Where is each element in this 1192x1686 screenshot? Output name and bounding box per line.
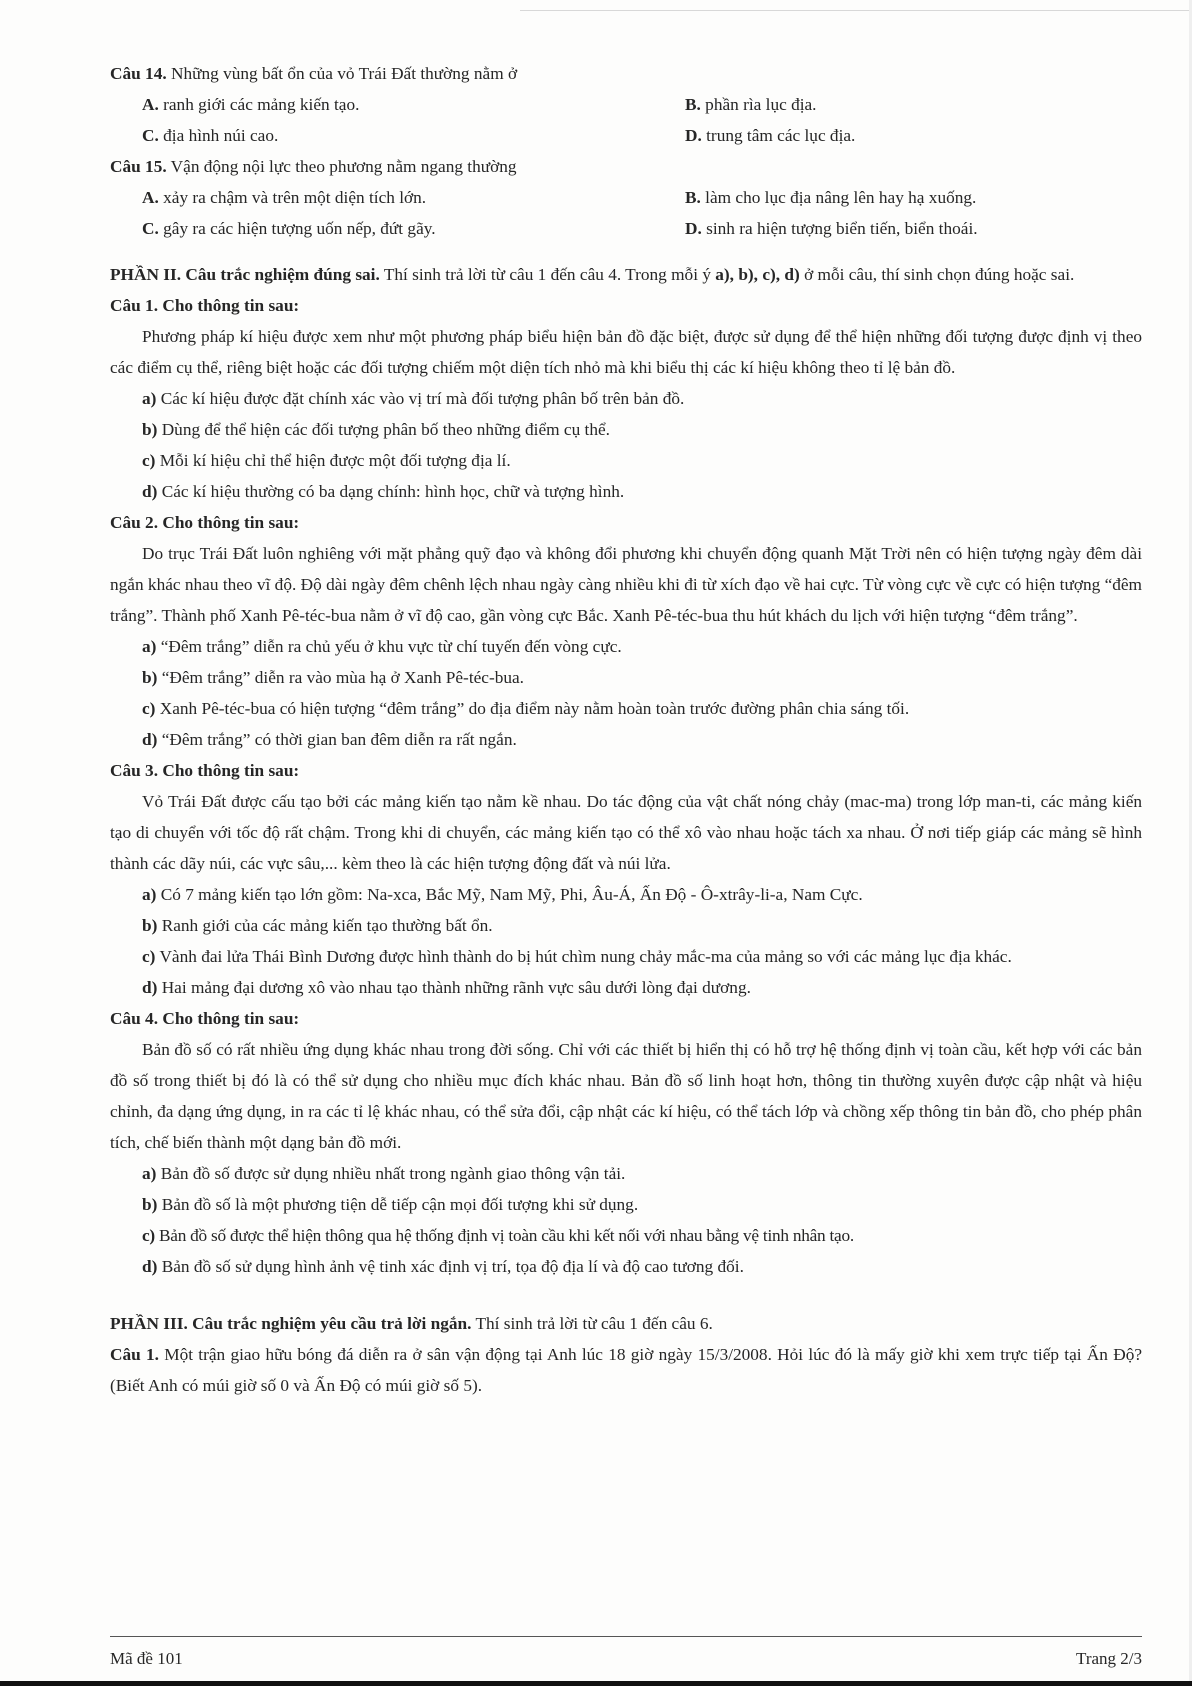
exam-content: [110, 58, 1142, 1401]
part2-q3-heading: Câu 3. Cho thông tin sau:: [110, 761, 300, 780]
part2-q4-heading: Câu 4. Cho thông tin sau:: [110, 1009, 300, 1028]
part2-q2-statement-a: a) “Đêm trắng” diễn ra chủ yếu ở khu vực từ chí tuyến đến vòng cực.: [142, 637, 622, 656]
q15-option-b: B. làm cho lục địa nâng lên hay hạ xuống.: [685, 188, 977, 207]
part2-q1-passage: Phương pháp kí hiệu được xem như một phương pháp biểu hiện bản đồ đặc biệt, được sử dụng để thể hiện những đối tượng được định vị theo các điểm cụ thể, riêng biệt hoặc các đối tượng chiếm một diện tích nhỏ mà khi biểu thị các kí hiệu không theo tỉ lệ bản đồ.: [110, 327, 1142, 377]
part2-q4-statement-d: d) Bản đồ số sử dụng hình ảnh vệ tinh xác định vị trí, tọa độ địa lí và độ cao tương đối.: [142, 1257, 744, 1276]
part2-q1-heading: Câu 1. Cho thông tin sau:: [110, 296, 300, 315]
part2-q2-heading: Câu 2. Cho thông tin sau:: [110, 513, 300, 532]
part2-q2-statement-d: d) “Đêm trắng” có thời gian ban đêm diễn ra rất ngắn.: [142, 730, 517, 749]
part2-q4-statement-b: b) Bản đồ số là một phương tiện dễ tiếp cận mọi đối tượng khi sử dụng.: [142, 1195, 639, 1214]
part2-q3-statement-b: b) Ranh giới của các mảng kiến tạo thường bất ổn.: [142, 916, 493, 935]
part2-q2-statement-b: b) “Đêm trắng” diễn ra vào mùa hạ ở Xanh Pê-téc-bua.: [142, 668, 524, 687]
part2-q3-statement-d: d) Hai mảng đại dương xô vào nhau tạo thành những rãnh vực sâu dưới lòng đại dương.: [142, 978, 751, 997]
q15-options-row-1: [110, 182, 1142, 213]
q14-option-b: B. phần rìa lục địa.: [685, 95, 817, 114]
part2-q2-statement-c: c) Xanh Pê-téc-bua có hiện tượng “đêm trắng” do địa điểm này nằm hoàn toàn trước đường phân chia sáng tối.: [142, 699, 910, 718]
part2-q1-statement-d: d) Các kí hiệu thường có ba dạng chính: hình học, chữ và tượng hình.: [142, 482, 625, 501]
page-number: Trang 2/3: [1076, 1649, 1142, 1668]
part3-header: PHẦN III. Câu trắc nghiệm yêu cầu trả lời ngắn. Thí sinh trả lời từ câu 1 đến câu 6.: [110, 1314, 713, 1333]
part2-q4-passage: Bản đồ số có rất nhiều ứng dụng khác nhau trong đời sống. Chỉ với các thiết bị hiển thị có hỗ trợ hệ thống định vị toàn cầu, kết hợp với các bản đồ số trong thiết bị đó là có thể sử dụng cho nhiều mục đích khác nhau. Bản đồ số linh hoạt hơn, thông tin thường xuyên được cập nhật và hiệu chỉnh, đa dạng ứng dụng, in ra các tỉ lệ khác nhau, có thể sửa đổi, cập nhật các kí hiệu, có thể tách lớp và chồng xếp thông tin bản đồ, cho phép phân tích, chế biến thành một dạng bản đồ mới.: [110, 1040, 1142, 1152]
part2-q3-statement-c: c) Vành đai lửa Thái Bình Dương được hình thành do bị hút chìm nung chảy mắc-ma của mảng so với các mảng lục địa khác.: [142, 947, 1012, 966]
q14-option-a: A. ranh giới các mảng kiến tạo.: [142, 95, 360, 114]
q15-option-c: C. gây ra các hiện tượng uốn nếp, đứt gãy.: [142, 219, 436, 238]
q15-option-a: A. xảy ra chậm và trên một diện tích lớn.: [142, 188, 427, 207]
q15-option-d: D. sinh ra hiện tượng biển tiến, biển thoái.: [685, 219, 978, 238]
exam-code: Mã đề 101: [110, 1649, 183, 1668]
q14-option-d: D. trung tâm các lục địa.: [685, 126, 856, 145]
part2-header: PHẦN II. Câu trắc nghiệm đúng sai. Thí sinh trả lời từ câu 1 đến câu 4. Trong mỗi ý a), b), c), d) ở mỗi câu, thí sinh chọn đúng hoặc sai.: [110, 265, 1075, 284]
part2-q4-statement-c: c) Bản đồ số được thể hiện thông qua hệ thống định vị toàn cầu khi kết nối với nhau bằng vệ tinh nhân tạo.: [142, 1226, 854, 1245]
part2-q4-statement-a: a) Bản đồ số được sử dụng nhiều nhất trong ngành giao thông vận tải.: [142, 1164, 626, 1183]
q14-options-row-1: [110, 89, 1142, 120]
part2-q1-statement-a: a) Các kí hiệu được đặt chính xác vào vị trí mà đối tượng phân bố trên bản đồ.: [142, 389, 685, 408]
scan-edge-line: [520, 10, 1192, 11]
scan-bottom-edge: [0, 1681, 1192, 1686]
part2-q1-statement-b: b) Dùng để thể hiện các đối tượng phân bố theo những điểm cụ thể.: [142, 420, 610, 439]
q14-option-c: C. địa hình núi cao.: [142, 126, 279, 145]
page-footer: [110, 1636, 1142, 1669]
part2-q3-passage: Vỏ Trái Đất được cấu tạo bởi các mảng kiến tạo nằm kề nhau. Do tác động của vật chất nóng chảy (mac-ma) trong lớp man-ti, các mảng kiến tạo di chuyển với tốc độ rất chậm. Trong khi di chuyển, các mảng kiến tạo có thể xô vào nhau hoặc tách xa nhau. Ở nơi tiếp giáp các mảng sẽ hình thành các dãy núi, các vực sâu,... kèm theo là các hiện tượng động đất và núi lửa.: [110, 792, 1142, 873]
part2-q2-passage: Do trục Trái Đất luôn nghiêng với mặt phẳng quỹ đạo và không đổi phương khi chuyển động quanh Mặt Trời nên có hiện tượng ngày đêm dài ngắn khác nhau theo vĩ độ. Độ dài ngày đêm chênh lệch nhau ngày càng nhiều khi đi từ xích đạo về hai cực. Từ vòng cực về cực có hiện tượng “đêm trắng”. Thành phố Xanh Pê-téc-bua nằm ở vĩ độ cao, gần vòng cực Bắc. Xanh Pê-téc-bua thu hút khách du lịch với hiện tượng “đêm trắng”.: [110, 544, 1142, 625]
q14-stem: Câu 14. Những vùng bất ổn của vỏ Trái Đất thường nằm ở: [110, 64, 518, 83]
part2-q1-statement-c: c) Mỗi kí hiệu chỉ thể hiện được một đối tượng địa lí.: [142, 451, 511, 470]
part2-q3-statement-a: a) Có 7 mảng kiến tạo lớn gồm: Na-xca, Bắc Mỹ, Nam Mỹ, Phi, Âu-Á, Ấn Độ - Ô-xtrây-li-a, Nam Cực.: [142, 885, 863, 904]
q14-options-row-2: [110, 120, 1142, 151]
q15-stem: Câu 15. Vận động nội lực theo phương nằm ngang thường: [110, 157, 517, 176]
part3-q1: Câu 1. Một trận giao hữu bóng đá diễn ra ở sân vận động tại Anh lúc 18 giờ ngày 15/3/2008. Hỏi lúc đó là mấy giờ khi xem trực tiếp tại Ấn Độ? (Biết Anh có múi giờ số 0 và Ấn Độ có múi giờ số 5).: [110, 1345, 1143, 1395]
q15-options-row-2: [110, 213, 1142, 244]
